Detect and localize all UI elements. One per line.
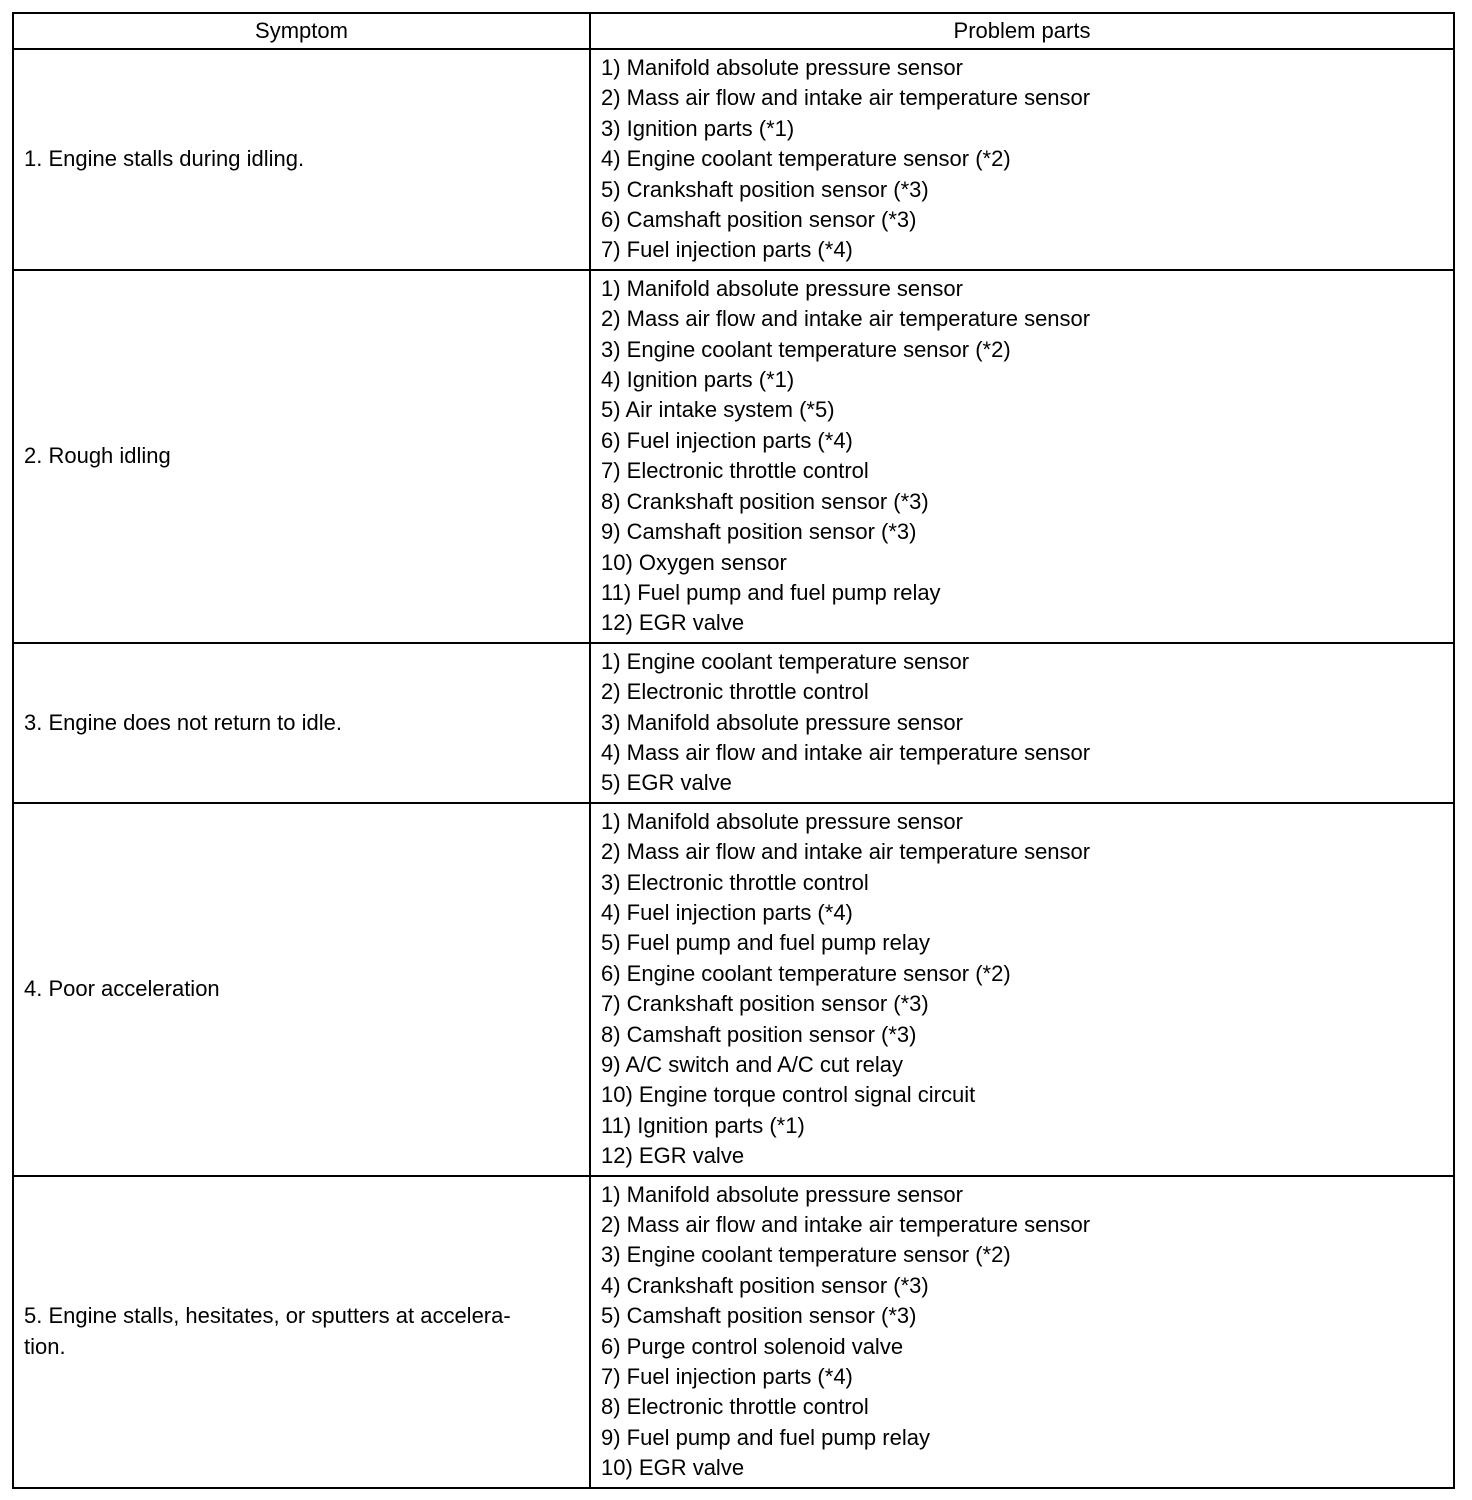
problem-parts-cell: [590, 643, 1454, 803]
list-item: 1) Manifold absolute pressure sensor: [601, 55, 963, 80]
list-item: 9) A/C switch and A/C cut relay: [601, 1052, 904, 1077]
symptom-text: 5. Engine stalls, hesitates, or sputters at accelera- tion.: [24, 1303, 511, 1359]
header-symptom: Symptom: [13, 13, 590, 49]
problem-parts-list: [601, 274, 1445, 639]
list-item: 2) Mass air flow and intake air temperature sensor: [601, 839, 1091, 865]
problem-parts-list: [601, 647, 1445, 799]
list-item: 11) Fuel pump and fuel pump relay: [601, 579, 941, 605]
header-problem-parts: Problem parts: [590, 13, 1454, 49]
list-item: 1) Manifold absolute pressure sensor: [601, 1181, 963, 1207]
list-item: 4) Engine coolant temperature sensor (*2): [601, 146, 1011, 172]
list-item: 8) Electronic throttle control: [601, 1394, 869, 1420]
list-item: 7) Fuel injection parts (*4): [601, 237, 853, 263]
symptom-text: 2. Rough idling: [24, 443, 171, 469]
list-item: 9) Camshaft position sensor (*3): [601, 519, 917, 545]
list-item: 12) EGR valve: [601, 610, 745, 636]
symptom-cell: [13, 1176, 590, 1488]
problem-parts-cell: [590, 1176, 1454, 1488]
list-item: 3) Electronic throttle control: [601, 869, 869, 895]
header-row: [13, 13, 1454, 49]
list-item: 7) Crankshaft position sensor (*3): [601, 991, 929, 1017]
list-item: 4) Fuel injection parts (*4): [601, 899, 853, 925]
table-body: [13, 49, 1454, 1488]
symptom-text: 4. Poor acceleration: [24, 975, 220, 1001]
list-item: 1) Engine coolant temperature sensor: [601, 648, 970, 674]
list-item: 5) EGR valve: [601, 770, 732, 796]
list-item: 2) Mass air flow and intake air temperature sensor: [601, 306, 1091, 332]
table-row: [13, 49, 1454, 270]
symptom-cell: [13, 643, 590, 803]
list-item: 6) Camshaft position sensor (*3): [601, 207, 917, 233]
list-item: 10) Oxygen sensor: [601, 549, 787, 575]
symptom-cell: [13, 270, 590, 643]
list-item: 2) Mass air flow and intake air temperature sensor: [601, 85, 1091, 111]
list-item: 1) Manifold absolute pressure sensor: [601, 275, 963, 301]
list-item: 10) EGR valve: [601, 1455, 745, 1481]
table-row: [13, 1176, 1454, 1488]
symptom-table: [12, 12, 1455, 1489]
table-header: [13, 13, 1454, 49]
list-item: 9) Fuel pump and fuel pump relay: [601, 1424, 930, 1450]
list-item: 11) Ignition parts (*1): [601, 1112, 805, 1138]
list-item: 2) Mass air flow and intake air temperature sensor: [601, 1212, 1091, 1238]
table-row: [13, 643, 1454, 803]
list-item: 7) Electronic throttle control: [601, 458, 869, 484]
table-row: [13, 803, 1454, 1176]
list-item: 3) Engine coolant temperature sensor (*2): [601, 1242, 1011, 1268]
problem-parts-list: [601, 1180, 1445, 1484]
list-item: 4) Ignition parts (*1): [601, 367, 795, 393]
list-item: 10) Engine torque control signal circuit: [601, 1082, 976, 1108]
list-item: 6) Engine coolant temperature sensor (*2): [601, 960, 1011, 986]
problem-parts-list: [601, 807, 1445, 1172]
list-item: 6) Fuel injection parts (*4): [601, 427, 853, 453]
problem-parts-cell: [590, 803, 1454, 1176]
list-item: 8) Crankshaft position sensor (*3): [601, 488, 929, 514]
list-item: 5) Crankshaft position sensor (*3): [601, 176, 929, 202]
symptom-cell: [13, 49, 590, 270]
problem-parts-cell: [590, 49, 1454, 270]
list-item: 2) Electronic throttle control: [601, 679, 869, 705]
list-item: 4) Crankshaft position sensor (*3): [601, 1272, 929, 1298]
symptom-cell: [13, 803, 590, 1176]
list-item: 8) Camshaft position sensor (*3): [601, 1021, 917, 1047]
list-item: 7) Fuel injection parts (*4): [601, 1364, 853, 1390]
problem-parts-list: [601, 53, 1445, 266]
list-item: 3) Manifold absolute pressure sensor: [601, 709, 963, 735]
list-item: 3) Engine coolant temperature sensor (*2): [601, 336, 1011, 362]
table-row: [13, 270, 1454, 643]
list-item: 5) Air intake system (*5): [601, 397, 835, 423]
list-item: 5) Fuel pump and fuel pump relay: [601, 930, 930, 956]
list-item: 5) Camshaft position sensor (*3): [601, 1303, 917, 1329]
list-item: 3) Ignition parts (*1): [601, 115, 795, 141]
list-item: 4) Mass air flow and intake air temperature sensor: [601, 739, 1091, 765]
symptom-text: 1. Engine stalls during idling.: [24, 146, 305, 172]
problem-parts-cell: [590, 270, 1454, 643]
symptom-text: 3. Engine does not return to idle.: [24, 709, 342, 735]
list-item: 6) Purge control solenoid valve: [601, 1333, 904, 1359]
list-item: 1) Manifold absolute pressure sensor: [601, 808, 963, 834]
list-item: 12) EGR valve: [601, 1143, 745, 1169]
